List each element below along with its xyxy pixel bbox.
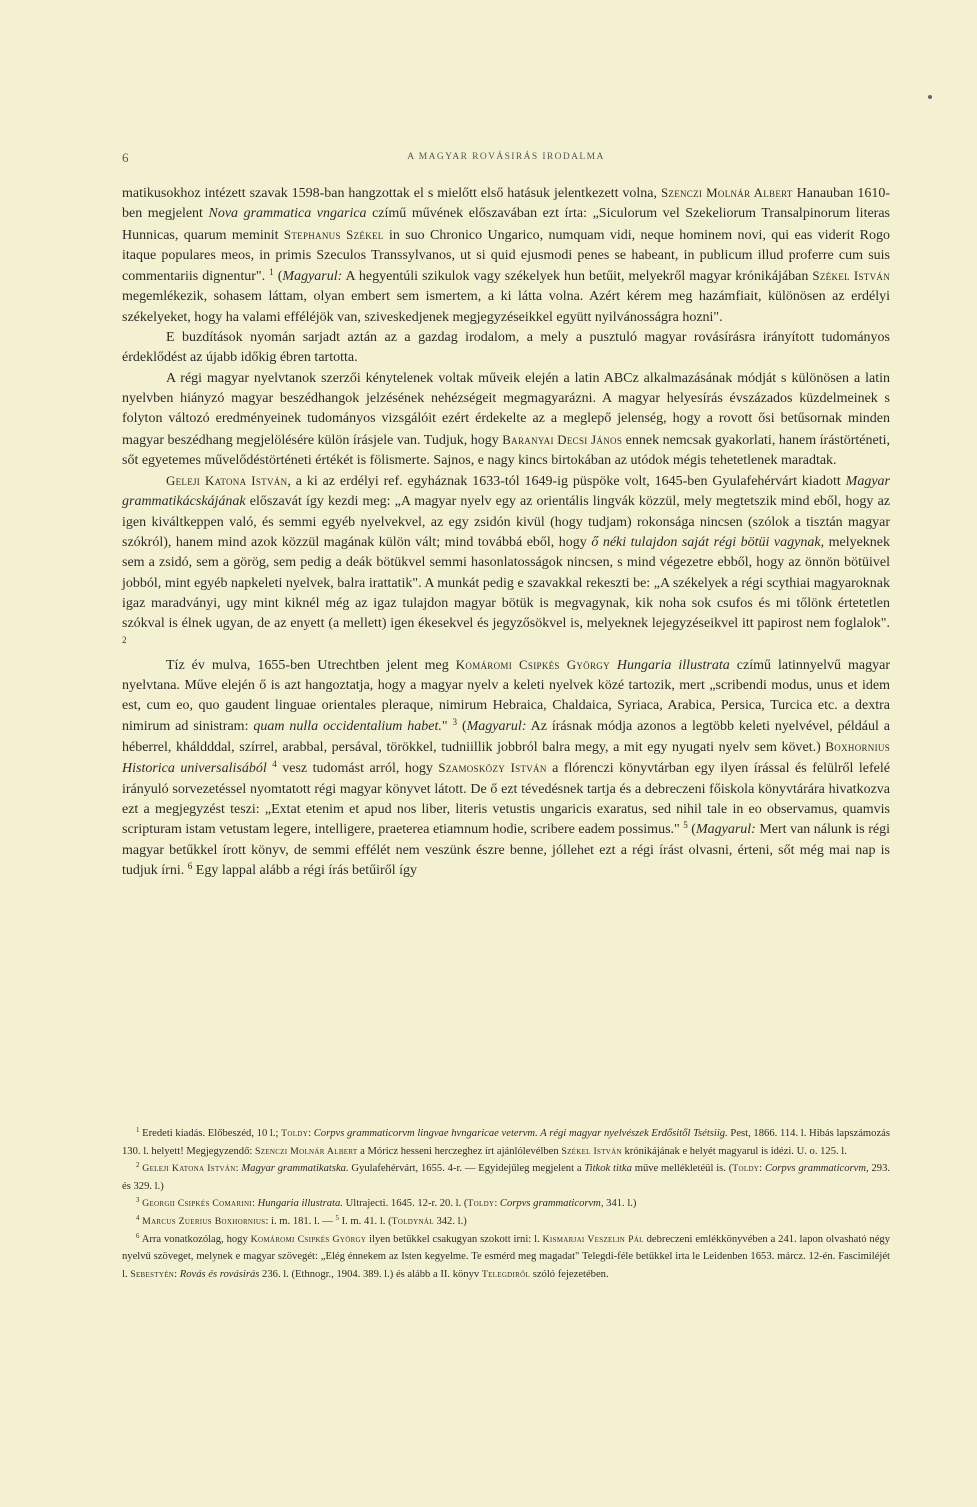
page-header [122, 150, 890, 166]
text-run: 342. l.) [433, 1215, 467, 1227]
text-run: ( [457, 718, 467, 734]
text-run: Pest, 1866. 114. l. Hibás lapszámozás 130. l. helyett! Megjegyzendő: [122, 1128, 890, 1157]
text-run: Arra vonatkozólag, hogy [139, 1233, 251, 1245]
author-name: Baranyai Decsi János [502, 432, 623, 447]
text-run: Eredeti kiadás. Előbeszéd, 10 l.; [139, 1128, 282, 1139]
footnote-ref: 3 [452, 716, 458, 727]
italic-text: Hungaria illustrata [616, 657, 730, 673]
running-title: A MAGYAR ROVÁSIRÁS IRODALMA [407, 152, 605, 162]
footnote-ref: 4 [136, 1215, 140, 1223]
author-name: Georgii Csipkés Comarini [142, 1198, 252, 1210]
text-run: Tíz év mulva, 1655-ben Utrechtben jelent meg [166, 657, 456, 673]
author-name: Toldy [732, 1163, 760, 1175]
text-run: Az írásnak módja azonos a legtöbb keleti nyelvével, például a héberrel, kháldddal, szírrel, arabbal, persával, törökkel, tudniillik jobbról balra megy, a mit egy nyugati nyelv sem követ.) [122, 718, 890, 756]
text-run: Ultrajecti. 1645. 12-r. 20. l. ( [342, 1198, 468, 1210]
author-name: Stephanus Székel [283, 227, 384, 242]
text-run: czímű művének előszavában ezt írta: „Siculorum vel Szekeliorum Transalpinorum literas Hunnicas, quarum meminit [122, 206, 891, 243]
author-name: Toldy [467, 1198, 495, 1210]
footnote-ref: 5 [683, 820, 688, 831]
body-text [122, 183, 890, 881]
italic-text: ő néki tulajdon saját régi bötüi vagynak, [591, 535, 825, 551]
author-name: Szenczi Molnár Albert [254, 1145, 358, 1157]
text-run: 293. és 329. l.) [122, 1163, 891, 1192]
author-name: Komáromi Csipkés György [455, 657, 610, 672]
text-run: : [494, 1198, 500, 1210]
author-name: Székel István [561, 1145, 622, 1157]
text-run: : [252, 1198, 258, 1210]
text-run: megemlékezik, sohasem láttam, olyan embert sem ismertem, a ki látta volna. Azért kérem meg hazámfiait, különösen az erdélyi székelyeket, hogy ha valami efféléjök van, sziveskedjenek megjegyzéseikkel együtt nyilvánosságra hozni". [122, 289, 890, 325]
text-run: , a ki az erdélyi ref. egyháznak 1633-tól 1649-ig püspöke volt, 1645-ben Gyulafehérvárt kiadott [287, 474, 846, 490]
text-run: a Móricz hesseni herczeghez írt ajánlólevélben [357, 1145, 562, 1157]
ink-speck [928, 95, 932, 99]
text-run: ( [687, 822, 696, 838]
author-name: Kismarjai Veszelin Pál [542, 1233, 644, 1245]
text-run [610, 658, 617, 673]
text-run: in suo Chronico Ungarico, numquam vidi, neque hominem novi, qui eas viderit Rogo itaque populares meos, in primis Szeculos Transsylvanos, ut si quid ejusmodi penes se habeant, in publicum illud proferre cum suis commentariis dignentur". [122, 227, 890, 285]
footnote-ref: 3 [136, 1197, 140, 1205]
italic-text: Rovás és rovásirás [179, 1268, 260, 1280]
text-run: krónikájának e helyét magyarul is idézi. U. o. 125. l. [621, 1145, 847, 1157]
text-run: Hanauban 1610-ben megjelent [122, 186, 890, 222]
text-run: " [441, 718, 453, 734]
author-name: Toldy [281, 1128, 309, 1139]
text-run: a flórenczi könyvtárban egy ilyen írással és felülről lefelé irányuló sorvezetéssel nyomtatott régi magyar könyvet látott. De ő ezt tévedésnek tartja és a debreczeni főiskola könyvtárára hivatkozva ezt a megjegyzést teszi: „Extat etenim et apud nos liber, literis vetustis ungaricis exaratus, sed nihil tale in eo observamus, quamvis scripturam istam vetustam legere, intelligere, praeterea etiamnum hodie, scribere eadem possimus." [122, 761, 890, 838]
author-name: Boxhornius [825, 740, 890, 755]
author-name: Komáromi Csipkés György [250, 1233, 367, 1245]
text-run: Gyulafehérvárt, 1655. 4-r. — Egyidejűleg megjelent a [348, 1163, 585, 1175]
text-run: : i. m. 181. l. — [265, 1215, 336, 1227]
footnote-ref: 6 [187, 860, 193, 871]
author-name: Telegdiről [481, 1268, 531, 1280]
footnotes [122, 1125, 890, 1283]
text-run: : [174, 1268, 180, 1280]
paragraph [122, 369, 890, 471]
page-number: 6 [122, 150, 129, 165]
footnote-ref: 4 [272, 759, 277, 770]
italic-text: Magyarul: [282, 269, 343, 285]
text-run: 341. l.) [603, 1198, 637, 1210]
italic-text: Corpvs grammaticorvm lingvae hvngaricae vetervm. A régi magyar nyelvészek Erdősitől Tsétsiig. [313, 1128, 728, 1139]
text-run: Egy lappal alább a régi írás betűiről így [192, 862, 417, 878]
italic-text: Magyarul: [466, 718, 527, 734]
paragraph [122, 471, 890, 655]
paragraph [122, 328, 890, 369]
italic-text: Corpvs grammaticorvm, [764, 1163, 869, 1175]
text-run: czímű latinnyelvű magyar nyelvtana. Műve elején ő is azt hangoztatja, hogy a magyar nyelv a keleti nyelvek közé tartozik, mert „scribendi modus, unus et idem est, cum eo, quo gaudent linguae orientales pleraque, nimirum Hebraica, Chaldaica, Syriaca, Arabica, Persica, Turcica etc. a dextra nimirum ad sinistram: [122, 657, 890, 734]
author-name: Marcus Zuerius Boxhornius [142, 1215, 266, 1227]
text-run: melyeknek sem a zsidó, sem a görög, sem pedig a deák bötükvel semmi hasonlatosságok nincsen, s mind végezetre ebből, hogy az önnön bötüivel jobból, mint egyéb napkeleti nyelvek, balra irattatik". A munkát pedig e szavakkal rekeszti be: „A székelyek a régi scythiai magyaroknak igaz maradványi, ugy mint kiknél még az igaz tulajdon magyar bötük is megvagynak, kik noha sok csufos és mi tőlönk értetetlen szókval is élnek ugyan, de az enyett (a mellett) igen ékesekvel és jegyzősökvel is, melyeknek lejegyzéseikvel itt papirost nem foglalok". [122, 535, 891, 632]
text-run: A régi magyar nyelvtanok szerzői kénytelenek voltak műveik elején a latin ABCz alkalmazásának módját s különösen a latin nyelvben hiányzó magyar beszédhangok jelzésének nehézségeit megmagyarázni. A magyar helyesírás évszázados küzdelmeinek s folyton változó eredményeinek tudományos vizsgálóit ezért érdekelte az a meglepő jelenség, hogy a rovott ősi betűsornak minden magyar beszédhang megjelölésére külön írásjele van. Tudjuk, hogy [122, 370, 890, 448]
author-name: Sebestyén [130, 1268, 175, 1280]
footnote-ref: 2 [136, 1162, 140, 1170]
footnote [122, 1213, 890, 1231]
footnote-ref: 2 [122, 634, 127, 645]
footnote [122, 1195, 890, 1213]
text-run: E buzdítások nyomán sarjadt aztán az a gazdag irodalom, a mely a pusztuló magyar rovásírásra irányított tudományos érdeklődést az újabb időkig ébren tartotta. [122, 330, 890, 366]
paragraph [122, 183, 890, 328]
text-run: : [308, 1128, 314, 1139]
italic-text: Titkok titka [584, 1163, 632, 1175]
text-run: : [759, 1163, 765, 1175]
text-run: I. m. 41. l. ( [338, 1215, 392, 1227]
italic-text: Corpvs grammaticorvm, [499, 1198, 604, 1210]
text-run: debreczeni emlékkönyvében a 241. lapon olvasható négy nyelvű szöveget, melynek e magyar szövegét: „Elég énnekem az Isten kegyelme. Te esmérd meg magadat" Telegdi-féle betűkkel irta le Leidenben 1653. márcz. 12-én. Fascimiléjét l. [122, 1233, 891, 1280]
footnote [122, 1160, 890, 1195]
footnote [122, 1125, 890, 1160]
text-run: A hegyentúli szikulok vagy székelyek hun betűit, melyekről magyar krónikájában [342, 269, 813, 285]
footnote-ref: 5 [335, 1215, 339, 1223]
italic-text: Nova grammatica vngarica [208, 206, 367, 222]
italic-text: quam nulla occidentalium habet. [253, 718, 442, 734]
footnote-ref: 1 [269, 267, 274, 278]
text-run: Mert van nálunk is régi magyar betűkkel írott könyv, de semmi effélét nem veszünk észre benne, jóllehet ezt a régi írást olvasni, érteni, sőt még mai nap is tudjuk írni. [122, 822, 890, 878]
paragraph [122, 655, 890, 881]
author-name: Geleji Katona István [142, 1163, 236, 1175]
text-run: ( [273, 269, 283, 285]
text-run: műve mellékletéül is. ( [631, 1163, 733, 1175]
text-run: előszavát így kezdi meg: „A magyar nyelv egy az orientális lingvák közzül, mely megtetszik mind eből, hogy az igen kiváltkeppen való, és semmi egyéb nyelvekvel, az egy zsidón kivül (hogy tudjam) rokonsága nincsen (szólok a tisztán magyar szókról), hanem mind azok közzül magának külön vált; mind továbbá eből, hogy [122, 494, 890, 551]
author-name: Szenczi Molnár Albert [660, 186, 793, 200]
italic-text: Magyar grammatikácskájának [122, 474, 890, 510]
text-run: ennek nemcsak gyakorlati, hanem írástörténeti, sőt egyetemes művelődéstörténeti értékét is fölismerte. Sajnos, e nagy kincs birtokában az utódok mégis tehetetlenek maradtak. [122, 432, 891, 468]
italic-text: Magyar grammatikatska. [241, 1163, 349, 1175]
text-run: matikusokhoz intézett szavak 1598-ban hangzottak el s mielőtt első hatásuk jelentkezett volna, [122, 186, 661, 201]
italic-text: Hungaria illustrata. [257, 1198, 343, 1210]
text-run: 236. l. (Ethnogr., 1904. 389. l.) és alább a II. könyv [259, 1268, 482, 1280]
text-run: szóló fejezetében. [530, 1268, 609, 1280]
author-name: Székel István [812, 269, 890, 284]
italic-text: Magyarul: [695, 822, 756, 838]
text-run: : [235, 1163, 242, 1175]
text-run: ilyen betűkkel csakugyan szokott irni: l. [366, 1233, 543, 1245]
text-run: vesz tudomást arról, hogy [276, 761, 439, 777]
author-name: Toldynál [391, 1215, 434, 1227]
footnote [122, 1231, 890, 1284]
footnote-ref: 6 [136, 1232, 140, 1240]
italic-text: Historica universalisából [122, 761, 267, 777]
author-name: Geleji Katona István [166, 474, 288, 489]
footnote-ref: 1 [136, 1127, 140, 1135]
author-name: Szamosközy István [438, 761, 547, 776]
